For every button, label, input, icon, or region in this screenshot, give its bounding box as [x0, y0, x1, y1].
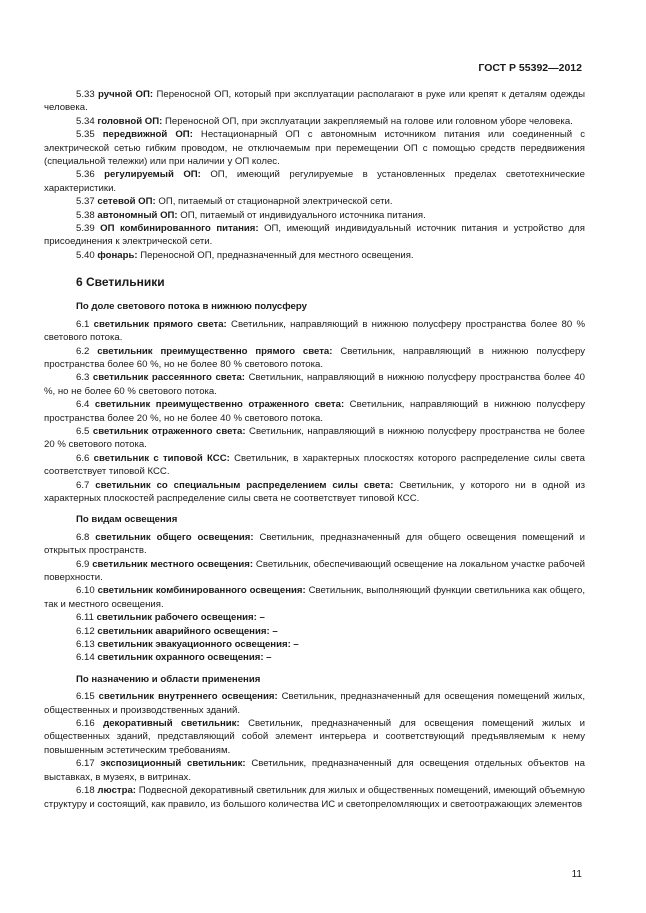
definition-item [44, 345, 585, 372]
group1-title: По доле светового потока в нижнюю полусферу [76, 301, 307, 313]
item-number: 6.4 [76, 399, 90, 411]
item-term: светильник с типовой КСС: [93, 452, 230, 464]
item-number: 6.15 [76, 691, 95, 703]
item-number: 5.35 [76, 129, 95, 141]
page-number: 11 [571, 869, 582, 880]
item-term: автономный ОП: [97, 209, 178, 221]
item-term: светильник комбинированного освещения: [97, 585, 306, 597]
definition-item [44, 717, 585, 757]
item-number: 6.7 [76, 479, 90, 491]
definition-item [44, 611, 585, 624]
group2-title: По видам освещения [76, 514, 178, 526]
item-text: Светильник, в характерных плоскостях которого распределение силы света соответствует типовой КСС. [44, 452, 585, 478]
item-term: светильник со специальным распределением силы света: [95, 479, 394, 491]
section-title: 6 Светильники [76, 275, 165, 290]
definition-item [44, 398, 585, 425]
definition-item [44, 531, 585, 558]
item-term: светильник местного освещения: [92, 558, 254, 570]
item-number: 6.1 [76, 318, 90, 330]
group2-items [44, 531, 585, 665]
item-text: Подвесной декоративный светильник для жилых и общественных помещений, имеющий объемную структуру и состоящий, как правило, из большого количества ИС и светопреломляющих и светоотражающих элементов [44, 785, 585, 810]
item-text: Светильник, у которого ни в одной из характерных плоскостей распределение силы света не соответствует типовой КСС. [44, 479, 585, 504]
item-term: светильник рабочего освещения: – [96, 612, 265, 624]
item-term: декоративный светильник: [103, 718, 240, 730]
item-text: Переносной ОП, при эксплуатации закрепляемый на голове или головном уборе человека. [162, 115, 573, 127]
item-term: светильник прямого света: [93, 318, 227, 330]
definition-item [44, 757, 585, 784]
item-number: 5.36 [76, 169, 95, 181]
item-term: светильник аварийного освещения: – [97, 625, 278, 637]
item-term: головной ОП: [97, 115, 163, 127]
pre-items [44, 88, 585, 262]
definition-item [44, 115, 585, 128]
item-term: ОП комбинированного питания: [100, 223, 259, 235]
item-text: Светильник, обеспечивающий освещение на локальном участке рабочей поверхности. [44, 558, 586, 583]
definition-item [44, 209, 585, 222]
item-text: Светильник, предназначенный для общего освещения помещений и открытых пространств. [44, 531, 585, 557]
item-number: 6.9 [76, 558, 90, 570]
definition-item [44, 479, 585, 506]
item-text: ОП, питаемый от стационарной электрической сети. [155, 196, 393, 208]
item-term: регулируемый ОП: [104, 169, 201, 181]
group3-items [44, 690, 585, 811]
item-text: Светильник, направляющий в нижнюю полусферу пространства не более 20 % светового потока. [44, 425, 586, 451]
definition-item [44, 584, 585, 611]
item-number: 6.16 [76, 718, 95, 730]
item-number: 6.5 [76, 425, 90, 437]
definition-item [44, 222, 585, 249]
item-text: ОП, имеющий индивидуальный источник питания и устройство для присоединения к электрической сети. [44, 223, 585, 248]
item-number: 5.39 [76, 223, 95, 235]
definition-item [44, 318, 585, 345]
item-text: Светильник, направляющий в нижнюю полусферу пространства более 20 %, но не более 40 % светового потока. [44, 399, 586, 424]
definition-item [44, 690, 585, 717]
item-text: Светильник, предназначенный для освещения помещений жилых, общественных и производственных зданий. [44, 691, 585, 716]
item-text: Светильник, предназначенный для освещения отдельных объектов на выставках, в музеях, в витринах. [44, 758, 585, 783]
item-number: 6.2 [76, 345, 90, 357]
item-text: ОП, имеющий регулируемые в установленных пределах светотехнические характеристики. [44, 169, 586, 194]
definition-item [44, 452, 585, 479]
item-number: 6.8 [76, 531, 90, 543]
document-header: ГОСТ Р 55392—2012 [478, 62, 582, 74]
item-text: Светильник, предназначенный для освещения помещений жилых и общественных зданий, представляющий собой элемент интерьера и соответствующий предъявляемым к нему повышенным эстетическим требованиям. [44, 718, 585, 756]
item-term: светильник внутреннего освещения: [98, 691, 278, 703]
item-term: ручной ОП: [98, 89, 154, 100]
definition-item [44, 651, 585, 664]
item-term: экспозиционный светильник: [100, 758, 246, 770]
item-term: люстра: [97, 785, 136, 797]
item-number: 5.33 [76, 89, 95, 100]
definition-item [44, 88, 585, 115]
item-number: 6.3 [76, 372, 90, 384]
item-text: Переносной ОП, который при эксплуатации располагают в руке или крепят к деталям одежды человека. [44, 89, 585, 114]
item-text: ОП, питаемый от индивидуального источника питания. [177, 209, 426, 221]
definition-item [44, 195, 585, 208]
definition-item [44, 371, 585, 398]
definition-item [44, 784, 585, 811]
definition-item [44, 128, 585, 168]
item-term: светильник отраженного света: [92, 425, 246, 437]
item-term: передвижной ОП: [102, 129, 193, 141]
item-term: светильник общего освещения: [95, 531, 254, 543]
item-number: 6.11 [76, 612, 94, 624]
item-number: 6.14 [76, 652, 95, 664]
document-body [44, 88, 585, 811]
item-number: 5.38 [76, 209, 95, 221]
item-term: сетевой ОП: [97, 196, 156, 208]
group1-items [44, 318, 585, 506]
item-number: 5.37 [76, 196, 95, 208]
item-term: светильник охранного освещения: – [97, 652, 272, 664]
item-text: Светильник, направляющий в нижнюю полусферу пространства более 60 %, но не более 80 % светового потока. [44, 345, 586, 370]
item-term: светильник преимущественно прямого света: [97, 345, 333, 357]
definition-item [44, 249, 585, 262]
item-number: 6.12 [76, 625, 95, 637]
definition-item [44, 425, 585, 452]
item-term: светильник преимущественно отраженного света: [94, 399, 345, 411]
item-number: 5.40 [76, 249, 95, 261]
item-number: 6.18 [76, 785, 95, 797]
item-text: Светильник, выполняющий функции светильника как общего, так и местного освещения. [44, 585, 585, 610]
item-number: 6.6 [76, 452, 90, 464]
definition-item [44, 625, 585, 638]
item-text: Переносной ОП, предназначенный для местного освещения. [137, 249, 414, 261]
item-text: Светильник, направляющий в нижнюю полусферу пространства более 80 % светового потока. [44, 318, 586, 344]
item-text: Светильник, направляющий в нижнюю полусферу пространства более 40 %, но не более 60 % светового потока. [44, 372, 585, 397]
definition-item [44, 168, 585, 195]
item-term: светильник эвакуационного освещения: – [97, 639, 299, 651]
item-number: 5.34 [76, 115, 95, 127]
item-number: 6.17 [76, 758, 95, 770]
item-number: 6.13 [76, 639, 95, 651]
item-term: фонарь: [97, 249, 138, 261]
item-number: 6.10 [76, 585, 95, 597]
item-text: Нестационарный ОП с автономным источником питания или соединенный с электрической сетью гибким проводом, не отключаемым при перемещении ОП с помощью средств передвижения (специальной тележки) или при наличии у ОП колес. [44, 129, 585, 168]
definition-item [44, 638, 585, 651]
group3-title: По назначению и области применения [76, 673, 261, 685]
definition-item [44, 558, 585, 585]
item-term: светильник рассеянного света: [92, 372, 245, 384]
